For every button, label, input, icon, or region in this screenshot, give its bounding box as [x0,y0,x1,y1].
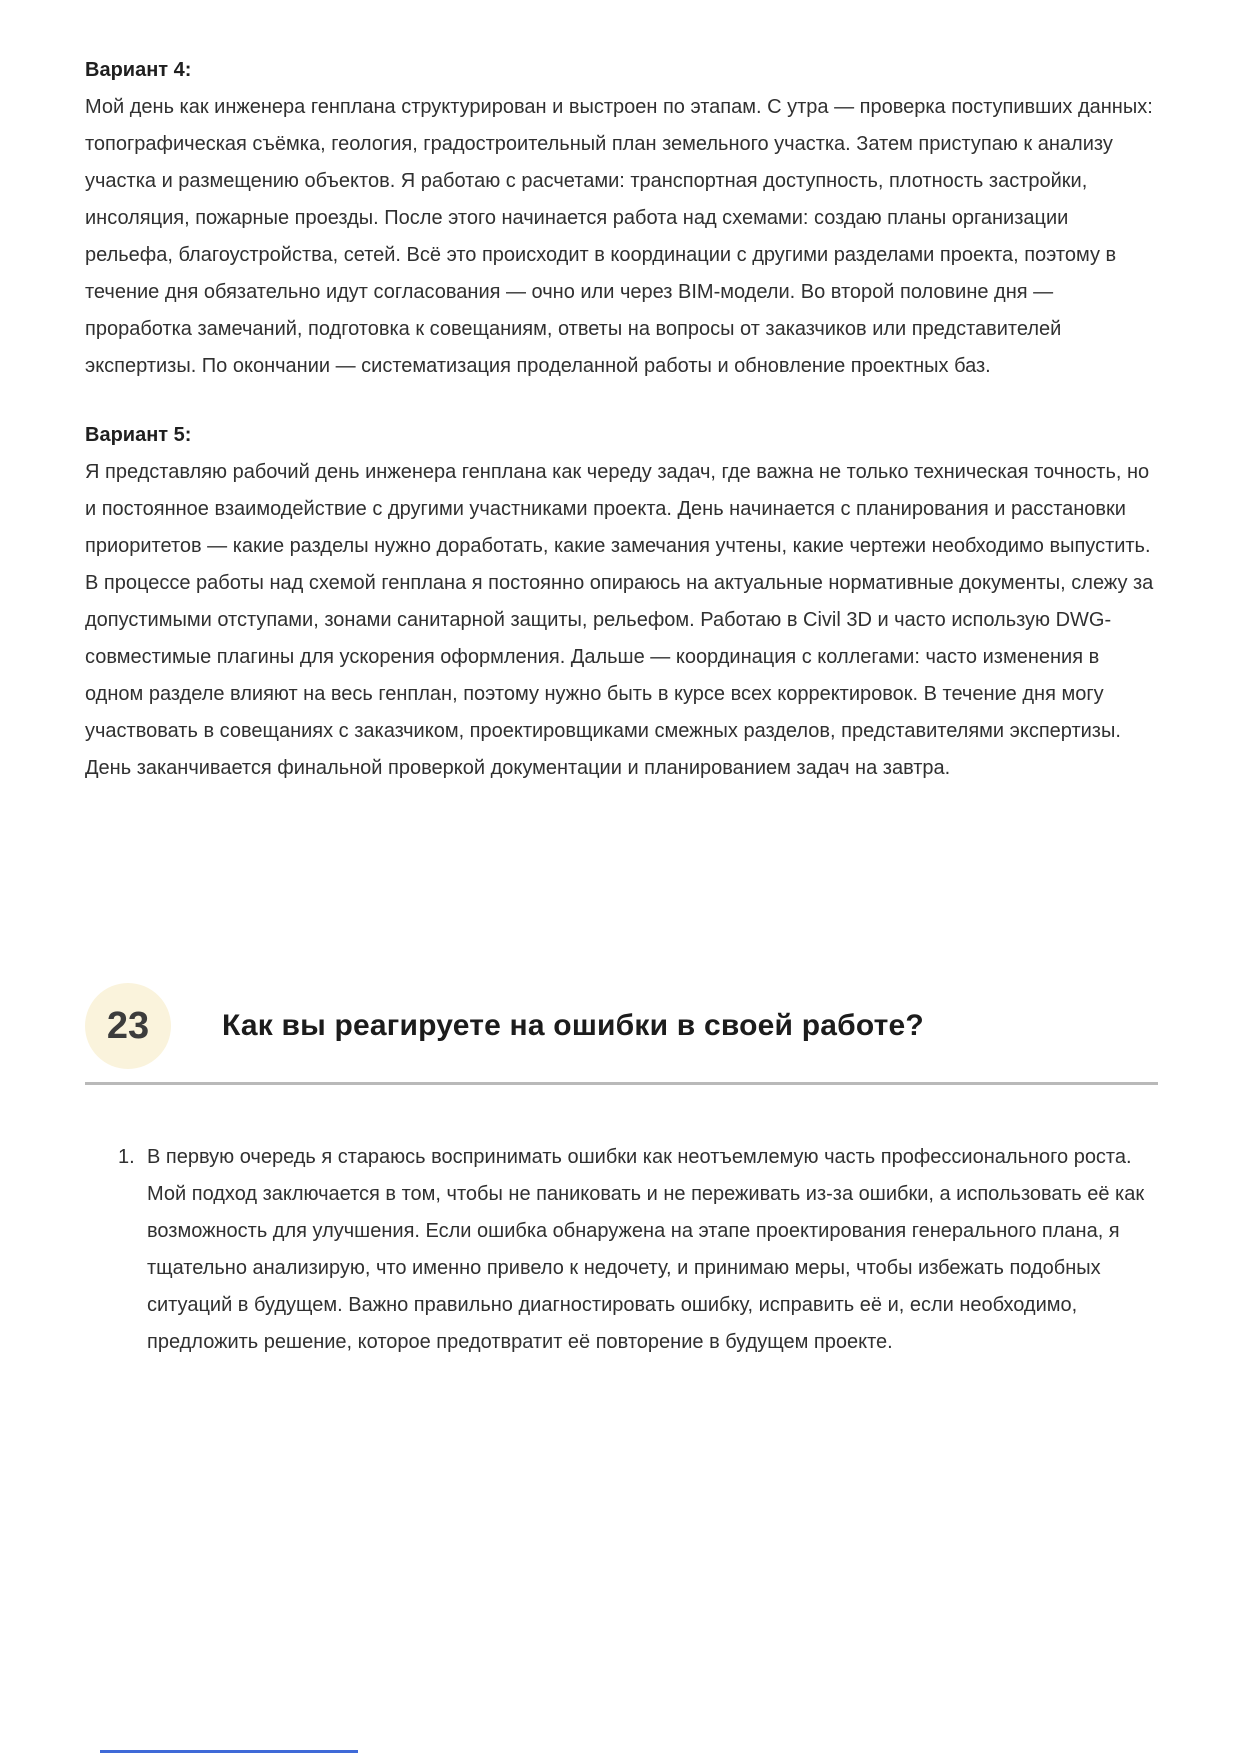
variant-5-title: Вариант 5: [85,424,192,446]
list-item-number: 1. [118,1146,135,1168]
answer-list [85,1139,1158,1361]
question-23-section [85,983,1158,1085]
question-title: Как вы реагируете на ошибки в своей работе? [222,1009,924,1042]
variant-4-section [85,52,1158,385]
list-item-text: В первую очередь я стараюсь воспринимать ошибки как неотъемлемую часть профессионального роста. Мой подход заключается в том, чтобы не паниковать и не переживать из-за ошибки, а использовать её как возможность для улучшения. Если ошибка обнаружена на этапе проектирования генерального плана, я тщательно анализирую, что именно привело к недочету, и принимаю меры, чтобы избежать подобных ситуаций в будущем. Важно правильно диагностировать ошибку, исправить её и, если необходимо, предложить решение, которое предотвратит её повторение в будущем проекте. [147,1146,1145,1353]
question-header [85,983,1158,1069]
document-content [85,52,1158,1361]
variant-4-paragraph: Мой день как инженера генплана структурирован и выстроен по этапам. С утра — проверка поступивших данных: топографическая съёмка, геология, градостроительный план земельного участка. Затем приступаю к анализу участка и размещению объектов. Я работаю с расчетами: транспортная доступность, плотность застройки, инсоляция, пожарные проезды. После этого начинается работа над схемами: создаю планы организации рельефа, благоустройства, сетей. Всё это происходит в координации с другими разделами проекта, поэтому в течение дня обязательно идут согласования — очно или через BIM-модели. Во второй половине дня — проработка замечаний, подготовка к совещаниям, ответы на вопросы от заказчиков или представителей экспертизы. По окончании — систематизация проделанной работы и обновление проектных баз. [85,96,1153,377]
section-divider [85,1082,1158,1085]
variant-5-section [85,417,1158,787]
variant-5-paragraph: Я представляю рабочий день инженера генплана как череду задач, где важна не только техническая точность, но и постоянное взаимодействие с другими участниками проекта. День начинается с планирования и расстановки приоритетов — какие разделы нужно доработать, какие замечания учтены, какие чертежи необходимо выпустить. В процессе работы над схемой генплана я постоянно опираюсь на актуальные нормативные документы, слежу за допустимыми отступами, зонами санитарной защиты, рельефом. Работаю в Civil 3D и часто использую DWG-совместимые плагины для ускорения оформления. Дальше — координация с коллегами: часто изменения в одном разделе влияют на весь генплан, поэтому нужно быть в курсе всех корректировок. В течение дня могу участвовать в совещаниях с заказчиком, проектировщиками смежных разделов, представителями экспертизы. День заканчивается финальной проверкой документации и планированием задач на завтра. [85,461,1154,779]
list-item [85,1139,1158,1361]
question-number-badge: 23 [85,983,171,1069]
variant-4-title: Вариант 4: [85,59,192,81]
